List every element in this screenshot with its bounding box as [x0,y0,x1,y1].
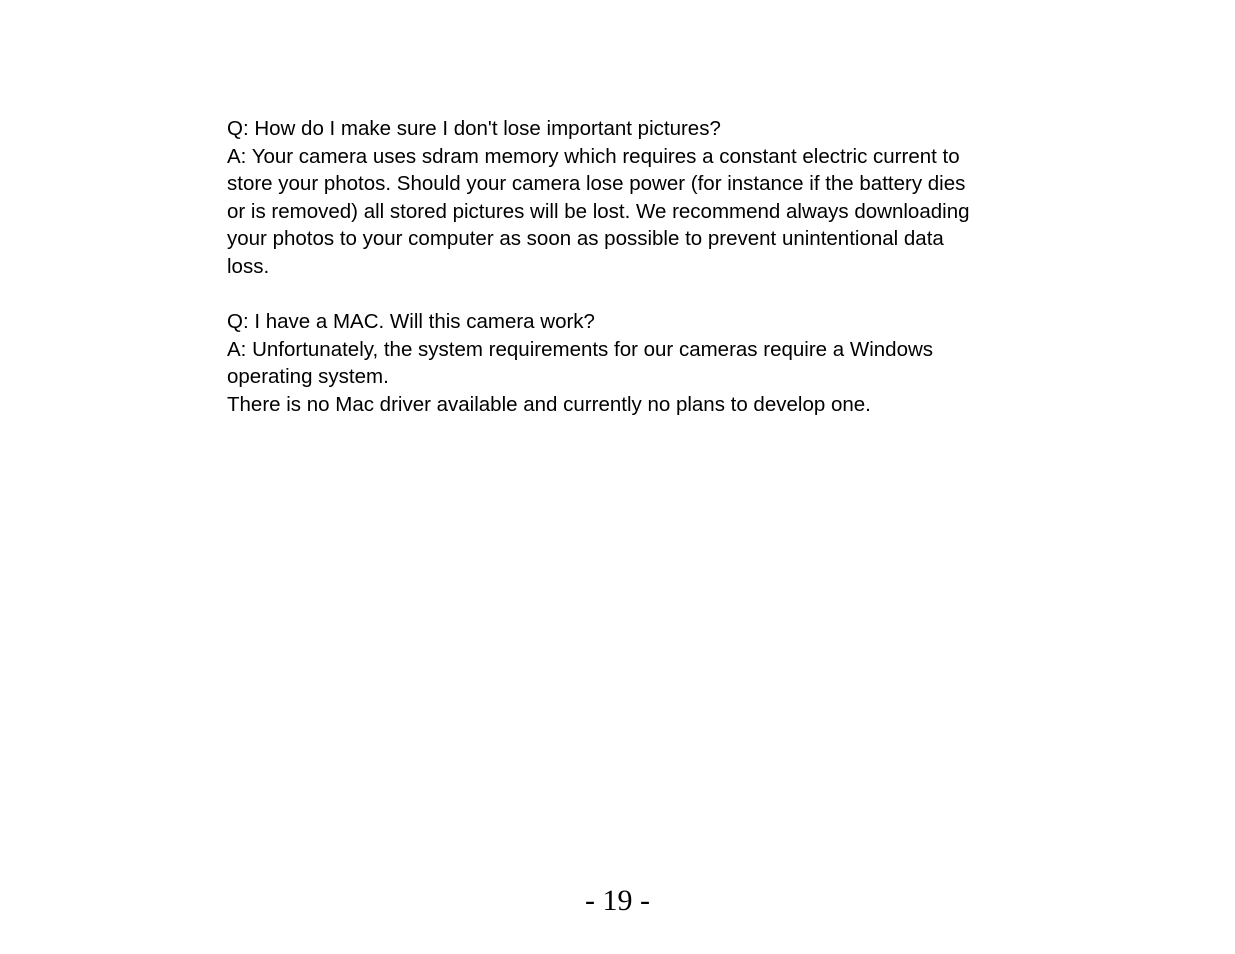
faq-content [227,115,1027,419]
faq-answer-line: your photos to your computer as soon as possible to prevent unintentional data [227,227,944,251]
faq-answer-line: A: Your camera uses sdram memory which requires a constant electric current to [227,144,960,168]
faq-answer-line: loss. [227,254,270,278]
page-number: - 19 - [585,884,650,917]
section-gap [227,281,1027,309]
faq-answer-line: A: Unfortunately, the system requirements for our cameras require a Windows [227,337,934,361]
faq-answer-line: operating system. [227,365,389,389]
faq-question: Q: How do I make sure I don't lose important pictures? [227,117,721,140]
faq-answer-line: or is removed) all stored pictures will be lost. We recommend always downloading [227,199,970,223]
faq-question: Q: I have a MAC. Will this camera work? [227,310,595,334]
faq-item-mac-compatibility [227,308,1027,418]
faq-answer-line: There is no Mac driver available and currently no plans to develop one. [227,392,871,416]
faq-answer-line: store your photos. Should your camera lose power (for instance if the battery dies [227,172,966,196]
faq-item-lose-pictures [227,115,1027,281]
